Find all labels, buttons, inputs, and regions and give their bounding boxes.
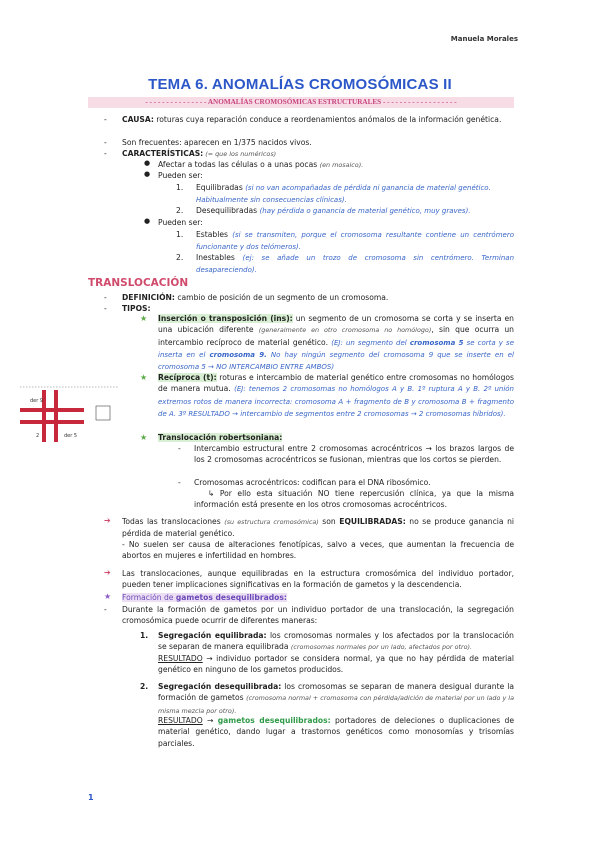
causa-item	[122, 114, 514, 125]
insercion-ej-1: (EJ: un segmento del	[331, 338, 410, 347]
causa-text: roturas cuya reparación conduce a reordenamientos anómalos de la información genética.	[153, 115, 502, 124]
todas-text-3: no se produce ganancia ni pérdida de material genético.	[122, 517, 515, 539]
page-title: TEMA 6. ANOMALÍAS CROMOSÓMICAS II	[148, 76, 452, 93]
chromosome-bar	[54, 390, 58, 442]
number-marker: 2.	[176, 253, 184, 262]
robertsoniana-label	[158, 432, 282, 443]
seg1-text: los cromosomas normales y los afectados por la translocación se separan de manera equilibrada	[158, 631, 514, 652]
dash-marker: -	[104, 115, 107, 124]
seg2-resultado-arrow: →	[202, 716, 218, 725]
equilibradas-item	[196, 182, 514, 207]
diagram-label: der 5	[64, 433, 78, 439]
desequilibradas-note: (hay pérdida o ganancia de material genético, muy graves).	[259, 207, 471, 215]
inestables-item	[196, 252, 514, 277]
insercion-ej-3: No hay ningún segmento del cromosoma 9 que se inserte en el cromosoma 5 → NO INTERCAMBIO ENTRE AMBOS)	[158, 350, 514, 372]
insercion-label: Inserción o transposición (ins):	[158, 314, 293, 323]
reciproca-ej: (EJ: tenemos 2 cromosomas no homólogos A y B. 1º ruptura A y B. 2º unión extremos rotos de manera incorrecta: cromosoma A + fragmento de B y cromosoma B + fragmento de A. 3º RESULTADO → intercambio de segmentos entre 2 cromosomas → 2 cromosomas híbridos).	[158, 385, 514, 418]
caracteristicas-note: (= que los numéricos)	[203, 150, 277, 158]
arrow-icon: ➔	[104, 516, 111, 525]
star-icon: ★	[140, 373, 148, 382]
seg1-label: Segregación equilibrada:	[158, 631, 267, 640]
tipos-label: TIPOS:	[122, 304, 151, 313]
reciproca-label: Recíproca (t):	[158, 373, 217, 382]
insercion-ej-bold-1: cromosoma 5	[409, 338, 464, 347]
insercion-item	[158, 313, 514, 373]
equilibradas-label: Equilibradas	[196, 183, 246, 192]
arrow-icon: ➔	[104, 568, 111, 577]
todas-item-2: - No suelen ser causa de alteraciones fenotípicas, salvo a veces, que aumentan la frecuencia de abortos en mujeres e infertilidad en hombres.	[122, 540, 514, 561]
number-marker: 1.	[140, 631, 149, 640]
desequilibradas-label: Desequilibradas	[196, 206, 260, 215]
bullet-dot: ●	[144, 217, 151, 225]
estables-label: Estables	[196, 230, 233, 239]
reciproca-text: roturas e intercambio de material genético entre cromosomas no homólogos de manera mutua.	[158, 373, 514, 394]
star-icon: ★	[104, 592, 112, 601]
insercion-text-2: , sin que ocurra un intercambio recíproco de material genético.	[158, 325, 514, 347]
robertsoniana-label-text: Translocación robertsoniana:	[158, 433, 283, 442]
pueden-item-1: Pueden ser:	[158, 171, 203, 180]
diagram-label: der 9	[30, 398, 44, 404]
author-name: Manuela Morales	[450, 35, 518, 43]
robertsoniana-item-2: Cromosomas acrocéntricos: codifican para el DNA ribosómico.	[194, 478, 431, 487]
formacion-item	[122, 592, 287, 603]
caracteristicas-label: CARACTERÍSTICAS:	[122, 149, 204, 158]
robertsoniana-item-1: Intercambio estructural entre 2 cromosomas acrocéntricos → los brazos largos de los 2 cromosomas acrocéntricos se fusionan, mientras que los cortos se pierden.	[194, 444, 514, 465]
insercion-note: (generalmente en otro cromosoma no homólogo)	[258, 326, 432, 335]
definicion-text: cambio de posición de un segmento de un cromosoma.	[174, 293, 389, 302]
definicion-item	[122, 292, 388, 303]
translocation-diagram	[20, 382, 124, 444]
todas-note: (su estructura cromosómica)	[224, 518, 319, 526]
seg2-text: los cromosomas se separan de manera desigual durante la formación de gametos	[158, 682, 514, 703]
seg1-note: (cromosomas normales por un lado, afectados por otro).	[290, 643, 473, 652]
dash-marker: -	[104, 304, 107, 313]
estables-item	[196, 229, 514, 254]
estables-note: (si se transmiten, porque el cromosoma resultante contiene un centrómero funcionante y dos telómeros).	[196, 231, 515, 252]
inestables-label: Inestables	[196, 253, 243, 262]
seg2-label: Segregación desequilibrada:	[158, 682, 282, 691]
formacion-bold: gametos desequilibrados:	[175, 593, 287, 602]
star-icon: ★	[140, 314, 148, 323]
dash-marker: -	[178, 478, 181, 487]
seg2-resultado-bold: gametos desequilibrados:	[217, 716, 331, 725]
equilibradas-note: (si no van acompañadas de pérdida ni ganancia de material genético. Habitualmente sin consecuencias clínicas).	[196, 184, 491, 205]
inestables-note: (ej: se añade un trozo de cromosoma sin centrómero. Terminan desapareciendo).	[196, 254, 514, 275]
dash-marker: -	[104, 293, 107, 302]
todas-text-1: Todas las translocaciones	[122, 517, 225, 526]
seg2-resultado	[158, 715, 514, 749]
page-number: 1	[88, 793, 94, 802]
afectar-text: Afectar a todas las células o a unas pocas	[158, 160, 320, 169]
translocacion-heading: TRANSLOCACIÓN	[88, 277, 189, 289]
insercion-ej-bold-2: cromosoma 9.	[209, 350, 267, 359]
chromosome-bar	[20, 408, 84, 412]
pueden-item-2: Pueden ser:	[158, 218, 203, 227]
section-band-text: - - - - - - - - - - - - - - - ANOMALÍAS CROMOSÓMICAS ESTRUCTURALES - - - - - - - - - - - - - - - - - -	[145, 98, 457, 106]
dash-marker: -	[104, 138, 107, 147]
robertsoniana-item-3: ↳ Por ello esta situación NO tiene repercusión clínica, ya que la misma información está presente en los otros cromosomas acrocéntricos.	[194, 489, 514, 510]
seg1-resultado-label: RESULTADO	[158, 654, 203, 663]
insercion-text: un segmento de un cromosoma se corta y se inserta en una ubicación diferente	[158, 314, 514, 335]
segregacion-desequilibrada-item	[158, 681, 514, 717]
formacion-text: Formación de	[122, 593, 176, 602]
bullet-dot: ●	[144, 159, 151, 167]
number-marker: 2.	[176, 206, 184, 215]
segregacion-equilibrada-item	[158, 630, 514, 654]
star-icon: ★	[140, 433, 148, 442]
desequilibradas-item	[196, 205, 514, 217]
seg1-resultado-text: → individuo portador se considera normal, ya que no hay pérdida de material genético en ninguno de los gametos producidos.	[158, 654, 514, 675]
dash-marker: -	[178, 444, 181, 453]
number-marker: 2.	[140, 682, 149, 691]
insercion-ej-2: se corta y se inserta en el	[158, 338, 515, 359]
frecuentes-item: Son frecuentes: aparecen en 1/375 nacidos vivos.	[122, 138, 312, 147]
seg2-note: (cromosoma normal + cromosoma con pérdida/adición de material por un lado y la misma mezcla por otro).	[158, 694, 514, 715]
seg2-resultado-label: RESULTADO	[158, 716, 203, 725]
number-marker: 1.	[176, 230, 184, 239]
las-translocaciones-item: Las translocaciones, aunque equilibradas en la estructura cromosómica del individuo portador, pueden tener implicaciones significativas en la formación de gametos y la descendencia.	[122, 569, 514, 590]
diagram-label: 2	[36, 433, 40, 439]
diagram-box	[96, 406, 110, 420]
seg1-resultado	[158, 653, 514, 676]
afectar-note: (en mosaico).	[319, 161, 364, 169]
chromosome-bar	[20, 420, 84, 424]
todas-item	[122, 516, 514, 540]
todas-text-2: son	[318, 517, 340, 526]
number-marker: 1.	[176, 183, 184, 192]
seg2-resultado-text: portadores de deleciones o duplicaciones de material genético, dando lugar a trastornos genéticos como monosomías y trisomías parciales.	[158, 716, 514, 748]
dash-marker: -	[104, 149, 107, 158]
definicion-label: DEFINICIÓN:	[122, 293, 175, 302]
bullet-dot: ●	[144, 170, 151, 178]
dash-marker: -	[104, 605, 107, 614]
durante-item: Durante la formación de gametos por un individuo portador de una translocación, la segregación cromosómica puede ocurrir de diferentes maneras:	[122, 605, 514, 626]
reciproca-item	[158, 372, 514, 420]
causa-label: CAUSA:	[122, 115, 154, 124]
todas-bold: EQUILIBRADAS:	[339, 517, 406, 526]
